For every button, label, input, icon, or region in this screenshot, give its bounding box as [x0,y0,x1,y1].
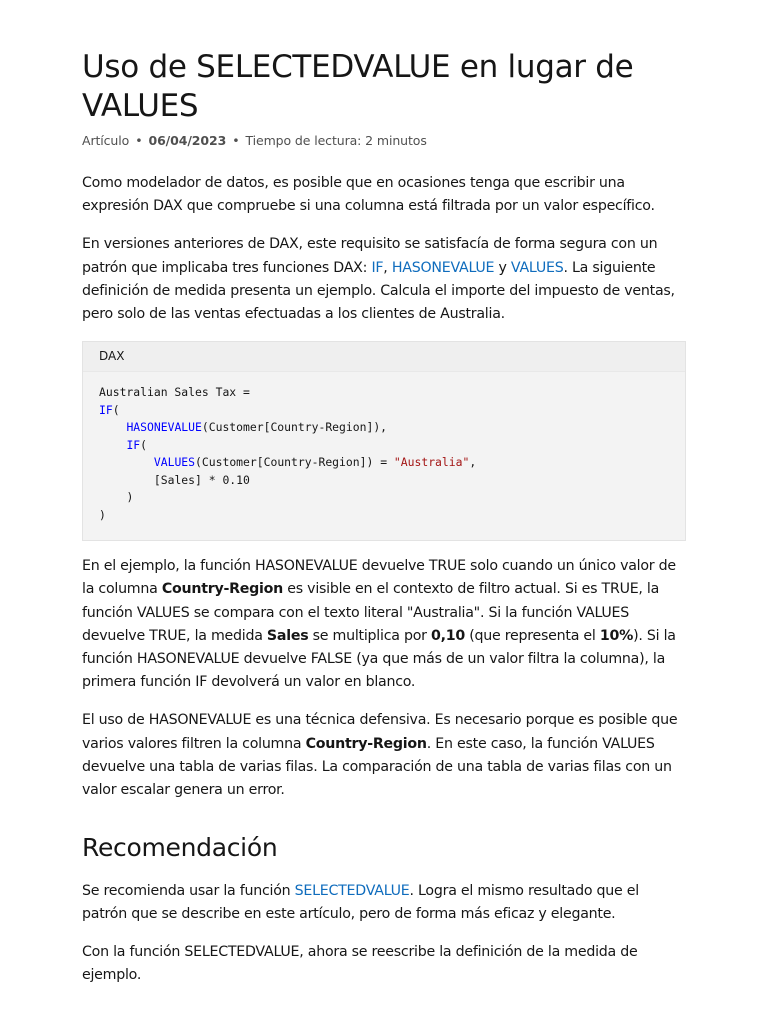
code-string: "Australia" [393,455,470,470]
text-span: ). Si la función HASONEVALUE devuelve FALSE (ya que más de un valor filtra la columna), la primera función IF devolverá un valor en blanco. [82,627,676,691]
code-line: [Sales] * 0.10 [153,472,250,487]
code-punct: ) [99,507,106,522]
page-title: Uso de SELECTEDVALUE en lugar de VALUES [82,49,634,124]
paragraph-defensive-technique [82,709,686,802]
bold-term: Country-Region [305,735,427,752]
paragraph-intro: Como modelador de datos, es posible que en ocasiones tenga que escribir una expresión DAX que compruebe si una columna está filtrada por un valor específico. [82,175,655,215]
text-span: Se recomienda usar la función [82,883,295,900]
bold-term: Country-Region [161,581,284,598]
meta-separator: • [135,133,143,148]
paragraph-rewrite: Con la función SELECTEDVALUE, ahora se reescribe la definición de la medida de ejemplo. [82,943,638,983]
text-span: se multiplica por [308,627,431,644]
bold-term: 10% [599,627,634,644]
link-if[interactable]: IF [371,259,384,276]
article-content [82,48,686,987]
text-span: El uso de HASONEVALUE es una técnica defensiva. Es necesario porque es posible que varios valores filtren la columna [82,712,678,752]
article-meta [82,133,686,148]
code-punct: ( [140,437,148,452]
paragraph-previous-versions [82,233,686,326]
code-keyword: IF [99,402,113,417]
meta-date: 06/04/2023 [148,133,227,148]
text-span: . La siguiente definición de medida presenta un ejemplo. Calcula el importe del impuesto de ventas, pero solo de las ventas efectuadas a los clientes de Australia. [82,259,675,323]
paragraph-recommendation [82,880,686,926]
text-span: , [383,259,392,276]
code-keyword: VALUES [153,455,196,470]
text-span: En el ejemplo, la función HASONEVALUE devuelve TRUE solo cuando un único valor de la columna [82,558,676,598]
text-span: y [494,259,511,276]
code-keyword: IF [126,437,141,452]
code-punct: , [469,455,477,470]
code-punct: ( [112,402,120,417]
link-selectedvalue[interactable]: SELECTEDVALUE [294,883,410,900]
bold-term: 0,10 [430,627,465,644]
code-punct: ) [126,490,134,505]
code-line: Australian Sales Tax = [99,385,250,400]
code-line: (Customer[Country-Region]), [201,420,388,435]
link-hasonevalue[interactable]: HASONEVALUE [391,259,495,276]
text-span: es visible en el contexto de filtro actual. Si es TRUE, la función VALUES se compara con el texto literal "Australia". Si la función VALUES devuelve TRUE, la medida [82,581,660,644]
meta-separator: • [232,133,240,148]
code-block [82,341,686,541]
meta-type: Artículo [82,133,130,148]
code-keyword: HASONEVALUE [126,420,202,435]
bold-term: Sales [266,627,309,644]
text-span: (que representa el [465,627,600,644]
paragraph-example-explanation [82,555,686,694]
section-heading-recommendation: Recomendación [82,833,278,863]
text-span: . En este caso, la función VALUES devuelve una tabla de varias filas. La comparación de una tabla de varias filas con un valor escalar genera un error. [82,735,672,799]
code-language-label: DAX [83,342,685,372]
text-span: . Logra el mismo resultado que el patrón que se describe en este artículo, pero de forma más eficaz y elegante. [82,883,639,923]
code-line: (Customer[Country-Region]) = [195,455,394,470]
text-span: En versiones anteriores de DAX, este requisito se satisfacía de forma segura con un patrón que implicaba tres funciones DAX: [82,236,658,276]
link-values[interactable]: VALUES [510,259,564,276]
code-content[interactable] [83,372,685,540]
meta-reading-time: Tiempo de lectura: 2 minutos [245,133,427,148]
